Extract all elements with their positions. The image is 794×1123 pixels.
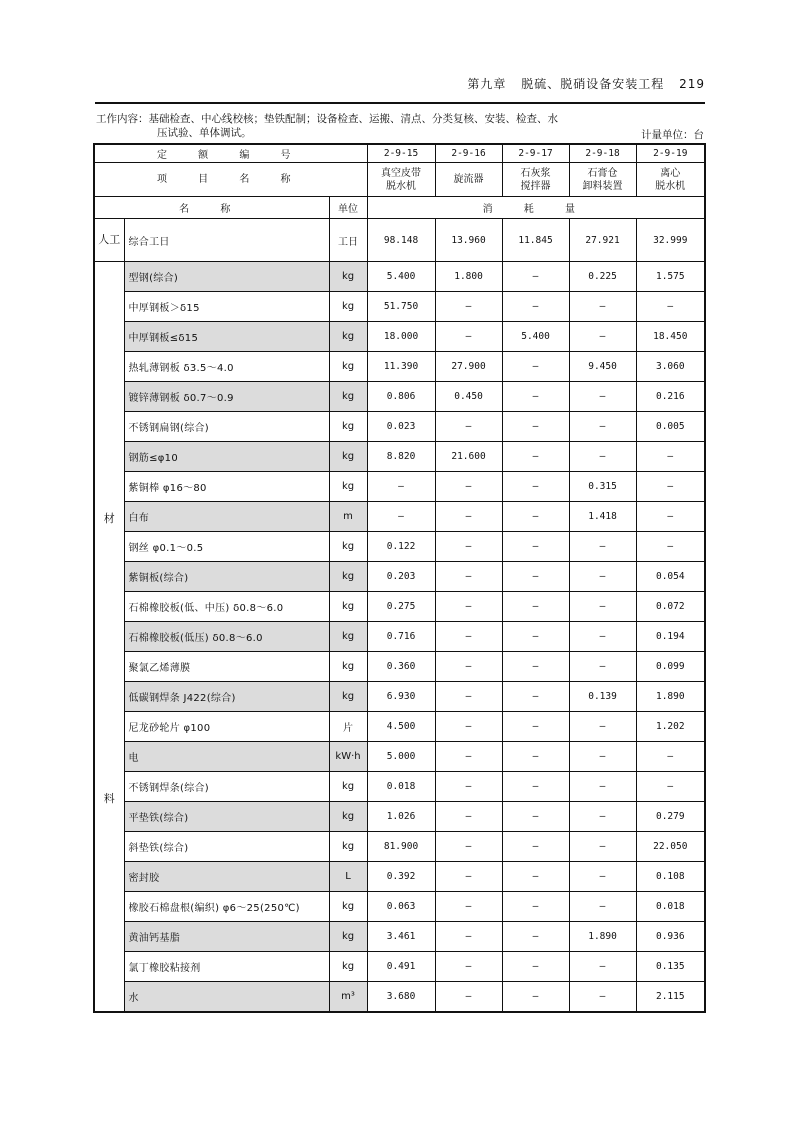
material-value: —: [502, 952, 569, 982]
material-value: —: [502, 592, 569, 622]
material-value: —: [502, 922, 569, 952]
column-name: [569, 163, 636, 197]
material-value: —: [569, 832, 636, 862]
material-value: 1.418: [569, 502, 636, 532]
labor-value: 98.148: [367, 219, 435, 262]
material-name: 密封胶: [124, 862, 329, 892]
material-value: 1.890: [569, 922, 636, 952]
material-value: —: [435, 922, 502, 952]
material-name: 黄油钙基脂: [124, 922, 329, 952]
material-value: —: [435, 802, 502, 832]
column-name-line1: 旋流器: [453, 174, 484, 185]
column-code: 2-9-15: [367, 144, 435, 163]
material-row: [94, 742, 705, 772]
material-value: 0.139: [569, 682, 636, 712]
material-name: 型钢(综合): [124, 262, 329, 292]
material-value: 1.800: [435, 262, 502, 292]
material-name: 中厚钢板≤δ15: [124, 322, 329, 352]
material-value: —: [435, 412, 502, 442]
material-value: —: [569, 712, 636, 742]
material-value: —: [569, 382, 636, 412]
material-unit: kg: [329, 802, 367, 832]
material-unit: 片: [329, 712, 367, 742]
material-value: —: [636, 502, 705, 532]
material-value: 0.216: [636, 382, 705, 412]
material-value: —: [435, 892, 502, 922]
material-value: 0.023: [367, 412, 435, 442]
material-value: 0.072: [636, 592, 705, 622]
material-name: 钢筋≤φ10: [124, 442, 329, 472]
material-category: [94, 262, 124, 1013]
material-name: 聚氯乙烯薄膜: [124, 652, 329, 682]
item-name-row: [94, 163, 705, 197]
material-unit: kg: [329, 412, 367, 442]
material-value: —: [569, 772, 636, 802]
material-value: —: [502, 682, 569, 712]
material-value: —: [435, 832, 502, 862]
material-value: 6.930: [367, 682, 435, 712]
material-value: —: [435, 862, 502, 892]
material-value: —: [502, 772, 569, 802]
material-unit: kg: [329, 472, 367, 502]
material-value: 0.018: [367, 772, 435, 802]
material-value: 51.750: [367, 292, 435, 322]
material-value: —: [569, 322, 636, 352]
material-value: —: [569, 862, 636, 892]
labor-value: 11.845: [502, 219, 569, 262]
material-unit: kg: [329, 442, 367, 472]
chapter-heading: [457, 75, 705, 92]
material-row: [94, 472, 705, 502]
material-value: 1.202: [636, 712, 705, 742]
material-value: 0.005: [636, 412, 705, 442]
material-unit: kg: [329, 772, 367, 802]
material-row: [94, 322, 705, 352]
labor-category: 人工: [94, 219, 124, 262]
material-value: 3.060: [636, 352, 705, 382]
unit-label: 单位: [329, 197, 367, 219]
column-name-line2: 脱水机: [386, 180, 417, 192]
material-value: —: [502, 262, 569, 292]
material-value: 0.108: [636, 862, 705, 892]
material-value: —: [502, 622, 569, 652]
column-name-line1: 石灰浆: [520, 167, 551, 179]
material-value: 1.575: [636, 262, 705, 292]
material-value: —: [502, 982, 569, 1013]
material-name: 石棉橡胶板(低压) δ0.8～6.0: [124, 622, 329, 652]
material-value: 0.806: [367, 382, 435, 412]
material-row: [94, 352, 705, 382]
material-value: 0.225: [569, 262, 636, 292]
labor-name: 综合工日: [124, 219, 329, 262]
material-value: 0.360: [367, 652, 435, 682]
material-value: —: [569, 982, 636, 1013]
material-value: —: [435, 652, 502, 682]
material-value: —: [569, 412, 636, 442]
unit-of-measure: 计量单位：台: [641, 129, 704, 141]
material-value: —: [502, 652, 569, 682]
material-value: 4.500: [367, 712, 435, 742]
material-unit: kg: [329, 922, 367, 952]
material-name: 不锈钢扁钢(综合): [124, 412, 329, 442]
material-value: —: [502, 862, 569, 892]
material-value: 0.018: [636, 892, 705, 922]
column-name-line2: 搅拌器: [520, 180, 551, 192]
material-name: 中厚钢板＞δ15: [124, 292, 329, 322]
material-unit: kg: [329, 622, 367, 652]
material-unit: m³: [329, 982, 367, 1013]
material-row: [94, 442, 705, 472]
labor-value: 32.999: [636, 219, 705, 262]
material-name: 白布: [124, 502, 329, 532]
material-value: 0.203: [367, 562, 435, 592]
material-value: —: [367, 502, 435, 532]
material-value: 0.450: [435, 382, 502, 412]
material-value: —: [502, 802, 569, 832]
material-value: 0.279: [636, 802, 705, 832]
material-value: 1.026: [367, 802, 435, 832]
material-value: 0.936: [636, 922, 705, 952]
material-value: —: [435, 952, 502, 982]
material-value: —: [569, 742, 636, 772]
material-value: 27.900: [435, 352, 502, 382]
material-value: 81.900: [367, 832, 435, 862]
work-content-label: 工作内容：: [96, 113, 149, 125]
material-value: 3.680: [367, 982, 435, 1013]
material-value: —: [435, 682, 502, 712]
labor-value: 13.960: [435, 219, 502, 262]
material-unit: kg: [329, 262, 367, 292]
material-name: 低碳钢焊条 J422(综合): [124, 682, 329, 712]
material-value: —: [367, 472, 435, 502]
material-row: [94, 292, 705, 322]
material-value: 8.820: [367, 442, 435, 472]
material-value: —: [636, 472, 705, 502]
material-value: 0.054: [636, 562, 705, 592]
material-value: 0.122: [367, 532, 435, 562]
material-value: —: [435, 742, 502, 772]
material-row: [94, 652, 705, 682]
column-code: 2-9-17: [502, 144, 569, 163]
chapter-number: 第九章: [467, 77, 507, 91]
material-unit: kg: [329, 322, 367, 352]
material-value: 1.890: [636, 682, 705, 712]
material-row: [94, 802, 705, 832]
material-unit: kg: [329, 682, 367, 712]
material-row: [94, 532, 705, 562]
material-value: —: [435, 322, 502, 352]
material-value: 9.450: [569, 352, 636, 382]
material-value: 5.400: [502, 322, 569, 352]
page-number: 219: [679, 77, 705, 91]
chapter-title: 脱硫、脱硝设备安装工程: [521, 77, 665, 91]
material-value: 5.000: [367, 742, 435, 772]
material-unit: kg: [329, 292, 367, 322]
material-row: [94, 832, 705, 862]
material-value: 0.315: [569, 472, 636, 502]
column-name: [502, 163, 569, 197]
material-value: 2.115: [636, 982, 705, 1013]
material-value: —: [502, 472, 569, 502]
column-code: 2-9-16: [435, 144, 502, 163]
material-row: [94, 262, 705, 292]
work-content-text1: 基础检查、中心线校核；垫铁配制；设备检查、运搬、清点、分类复核、安装、检查、水: [148, 113, 558, 125]
material-unit: m: [329, 502, 367, 532]
material-value: —: [435, 712, 502, 742]
material-value: —: [502, 502, 569, 532]
material-unit: kg: [329, 352, 367, 382]
material-name: 钢丝 φ0.1～0.5: [124, 532, 329, 562]
material-value: 18.450: [636, 322, 705, 352]
quota-no-label: 定 额 编 号: [94, 144, 367, 163]
material-unit: kg: [329, 832, 367, 862]
work-content: [96, 112, 706, 140]
material-value: —: [435, 292, 502, 322]
column-name-line1: 离心: [660, 167, 681, 179]
material-name: 石棉橡胶板(低、中压) δ0.8～6.0: [124, 592, 329, 622]
material-name: 平垫铁(综合): [124, 802, 329, 832]
material-value: —: [502, 742, 569, 772]
material-value: —: [435, 982, 502, 1013]
material-row: [94, 952, 705, 982]
column-name-line1: 石膏仓: [587, 167, 618, 179]
material-unit: kg: [329, 892, 367, 922]
material-name: 橡胶石棉盘根(编织) φ6～25(250℃): [124, 892, 329, 922]
work-content-line2: 压试验、单体调试。: [157, 127, 252, 139]
quota-table: [93, 143, 706, 1013]
material-value: 0.063: [367, 892, 435, 922]
item-name-label: 项 目 名 称: [94, 163, 367, 197]
material-value: —: [636, 772, 705, 802]
material-row: [94, 892, 705, 922]
material-row: [94, 562, 705, 592]
material-row: [94, 982, 705, 1013]
material-value: —: [569, 892, 636, 922]
material-value: —: [569, 532, 636, 562]
labor-row: [94, 219, 705, 262]
column-name: [435, 163, 502, 197]
material-unit: kg: [329, 952, 367, 982]
material-value: —: [502, 832, 569, 862]
column-code: 2-9-19: [636, 144, 705, 163]
material-value: —: [502, 382, 569, 412]
material-value: —: [569, 952, 636, 982]
material-value: —: [435, 502, 502, 532]
material-value: —: [502, 892, 569, 922]
material-value: —: [569, 622, 636, 652]
material-unit: L: [329, 862, 367, 892]
material-value: 22.050: [636, 832, 705, 862]
material-name: 斜垫铁(综合): [124, 832, 329, 862]
material-value: —: [636, 442, 705, 472]
material-name: 水: [124, 982, 329, 1013]
material-row: [94, 622, 705, 652]
material-row: [94, 382, 705, 412]
material-name: 镀锌薄钢板 δ0.7～0.9: [124, 382, 329, 412]
material-name: 热轧薄钢板 δ3.5～4.0: [124, 352, 329, 382]
material-value: —: [435, 532, 502, 562]
page-header: [95, 72, 705, 104]
material-row: [94, 412, 705, 442]
material-unit: kg: [329, 382, 367, 412]
material-name: 紫铜板(综合): [124, 562, 329, 592]
material-value: —: [502, 562, 569, 592]
material-value: 0.275: [367, 592, 435, 622]
material-value: 0.716: [367, 622, 435, 652]
material-unit: kg: [329, 652, 367, 682]
material-row: [94, 772, 705, 802]
material-value: 0.135: [636, 952, 705, 982]
material-value: 0.194: [636, 622, 705, 652]
quota-table-body: [94, 144, 705, 1012]
column-name-line1: 真空皮带: [381, 167, 422, 179]
column-name: [367, 163, 435, 197]
material-value: 3.461: [367, 922, 435, 952]
material-value: —: [435, 562, 502, 592]
consumption-label: 消 耗 量: [367, 197, 705, 219]
column-name-line2: 脱水机: [655, 180, 686, 192]
material-row: [94, 682, 705, 712]
material-value: 0.491: [367, 952, 435, 982]
material-value: —: [569, 292, 636, 322]
material-category-bottom: 料: [103, 792, 115, 805]
material-name: 尼龙砂轮片 φ100: [124, 712, 329, 742]
material-unit: kg: [329, 592, 367, 622]
material-value: 18.000: [367, 322, 435, 352]
material-value: —: [435, 772, 502, 802]
material-value: —: [502, 532, 569, 562]
material-name: 紫铜棒 φ16～80: [124, 472, 329, 502]
labor-value: 27.921: [569, 219, 636, 262]
subheader-row: [94, 197, 705, 219]
column-code: 2-9-18: [569, 144, 636, 163]
material-value: —: [435, 622, 502, 652]
material-value: —: [502, 712, 569, 742]
material-name: 不锈钢焊条(综合): [124, 772, 329, 802]
material-value: 5.400: [367, 262, 435, 292]
material-value: —: [569, 442, 636, 472]
material-value: —: [502, 292, 569, 322]
column-name: [636, 163, 705, 197]
quota-code-row: [94, 144, 705, 163]
material-value: —: [636, 532, 705, 562]
material-unit: kW·h: [329, 742, 367, 772]
material-name: 氯丁橡胶粘接剂: [124, 952, 329, 982]
material-value: 0.392: [367, 862, 435, 892]
material-value: 21.600: [435, 442, 502, 472]
material-value: —: [636, 292, 705, 322]
material-value: —: [569, 652, 636, 682]
material-value: —: [502, 412, 569, 442]
column-name-line2: 卸料装置: [582, 180, 623, 192]
material-value: —: [569, 592, 636, 622]
material-unit: kg: [329, 562, 367, 592]
material-value: —: [636, 742, 705, 772]
labor-unit: 工日: [329, 219, 367, 262]
material-value: —: [502, 352, 569, 382]
material-row: [94, 502, 705, 532]
material-value: —: [502, 442, 569, 472]
material-value: —: [569, 802, 636, 832]
material-category-top: 材: [103, 512, 115, 525]
material-row: [94, 922, 705, 952]
material-unit: kg: [329, 532, 367, 562]
material-row: [94, 712, 705, 742]
material-value: —: [569, 562, 636, 592]
material-value: —: [435, 592, 502, 622]
material-value: 11.390: [367, 352, 435, 382]
material-row: [94, 592, 705, 622]
material-value: —: [435, 472, 502, 502]
material-name: 电: [124, 742, 329, 772]
work-content-line1: [96, 112, 706, 126]
material-value: 0.099: [636, 652, 705, 682]
material-row: [94, 862, 705, 892]
name-label: 名 称: [94, 197, 329, 219]
